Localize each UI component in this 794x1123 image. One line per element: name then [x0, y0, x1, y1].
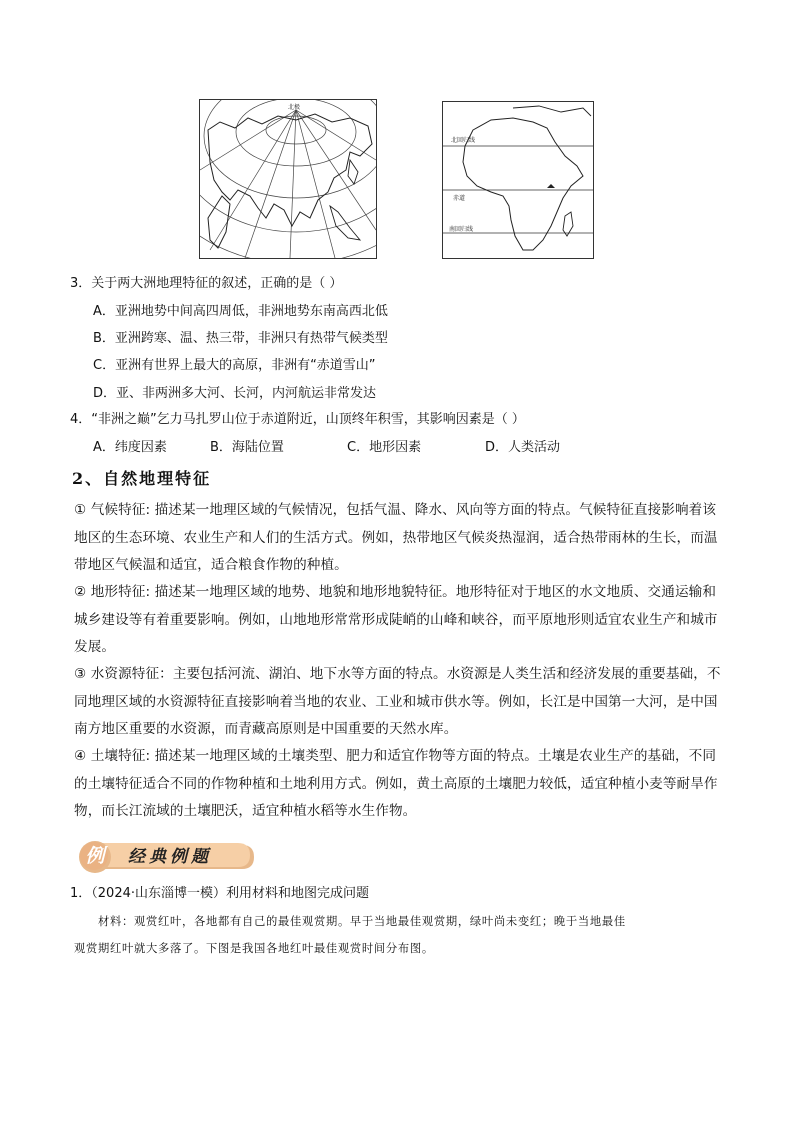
- africa-map: [442, 101, 594, 259]
- question-3-option-d: D．亚、非两洲多大河、长河，内河航运非常发达: [93, 386, 377, 401]
- section-heading: 2、自然地理特征: [72, 469, 212, 488]
- example-badge: 例: [85, 845, 105, 867]
- paragraph-soil: ④ 土壤特征: 描述某一地理区域的土壤类型、肥力和适宜作物等方面的特点。土壤是农业生产的基础，不同的土壤特征适合不同的作物种植和土地利用方式。例如，黄土高原的土壤肥力较低，适宜种植小麦等耐旱作物，而长江流域的土壤肥沃，适宜种植水稻等水生作物。: [74, 748, 718, 819]
- example-1-stem: 1．（2024·山东淄博一模）利用材料和地图完成问题: [70, 886, 369, 901]
- question-3-option-a: A．亚洲地势中间高四周低，非洲地势东南高西北低: [93, 304, 388, 319]
- example-1-material-line-1: 材料：观赏红叶，各地都有自己的最佳观赏期。早于当地最佳观赏期，绿叶尚未变红；晚于当地最佳: [98, 915, 626, 928]
- asia-map: [199, 99, 377, 259]
- asia-map-drawing: [200, 100, 376, 258]
- question-4-stem: 4．“非洲之巅”乞力马扎罗山位于赤道附近，山顶终年积雪，其影响因素是（ ）: [70, 412, 525, 427]
- paragraph-water: ③ 水资源特征：主要包括河流、湖泊、地下水等方面的特点。水资源是人类生活和经济发展的重要基础，不同地理区域的水资源特征直接影响着当地的农业、工业和城市供水等。例如，长江是中国第一大河，是中国南方地区重要的水资源，而青藏高原则是中国重要的天然水库。: [74, 666, 721, 737]
- question-4-option-b: B．海陆位置: [210, 440, 284, 455]
- africa-map-drawing: [443, 102, 593, 258]
- asia-north-label: 北极: [288, 104, 301, 111]
- question-4-option-a: A．纬度因素: [93, 440, 167, 455]
- tropic-cancer-label: 北回归线: [451, 137, 476, 144]
- paragraph-terrain: ② 地形特征: 描述某一地理区域的地势、地貌和地形地貌特征。地形特征对于地区的水文地质、交通运输和城乡建设等有着重要影响。例如，山地地形常常形成陡峭的山峰和峡谷，而平原地形则适宜农业生产和城市发展。: [74, 584, 718, 655]
- question-3-option-c: C．亚洲有世界上最大的高原，非洲有“赤道雪山”: [93, 358, 376, 373]
- question-4-option-c: C．地形因素: [347, 440, 422, 455]
- paragraph-climate: ① 气候特征: 描述某一地理区域的气候情况，包括气温、降水、风向等方面的特点。气候特征直接影响着该地区的生态环境、农业生产和人们的生活方式。例如，热带地区气候炎热湿润，适合热带雨林的生长，而温带地区气候温和适宜，适合粮食作物的种植。: [74, 502, 718, 573]
- question-3-option-b: B．亚洲跨寒、温、热三带，非洲只有热带气候类型: [93, 331, 388, 346]
- question-3-stem: 3．关于两大洲地理特征的叙述，正确的是（ ）: [70, 276, 343, 291]
- tropic-capricorn-label: 南回归线: [449, 226, 474, 233]
- question-4-option-d: D．人类活动: [485, 440, 561, 455]
- example-banner-title: 经典例题: [128, 847, 212, 867]
- example-banner: [78, 840, 256, 874]
- equator-label: 赤道: [453, 195, 466, 202]
- example-1-material-line-2: 观赏期红叶就大多落了。下图是我国各地红叶最佳观赏时间分布图。: [74, 942, 434, 955]
